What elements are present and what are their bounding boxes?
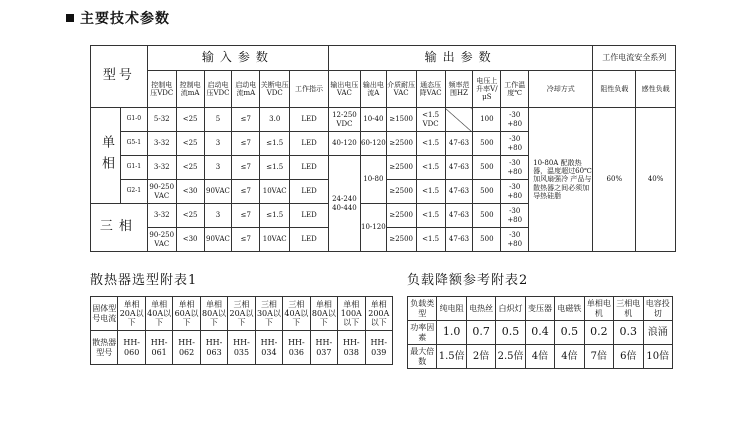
current-cell: 三相40A以下 (283, 297, 310, 331)
cell-off-v: ≤1.5 (260, 132, 290, 156)
cell-out-v: 12-250 VDC (328, 108, 360, 132)
factor-cell: 0.5 (555, 321, 584, 345)
cell-out-v: 40-120 (328, 132, 360, 156)
type-cell: 电容投切 (643, 297, 673, 321)
cell-off-v: ≤1.5 (260, 156, 290, 180)
current-cell: 单相80A以下 (310, 297, 337, 331)
safety-header: 工作电流安全系列 (593, 46, 676, 71)
safety-subheader: 阻性负载 (593, 71, 636, 108)
cell-start-i: ≤7 (232, 204, 260, 228)
model-code: G1-1 (120, 156, 147, 180)
row-label: 负载类型 (408, 297, 437, 321)
model-cell: HH-038 (338, 331, 365, 365)
cell-rise: 500 (473, 132, 501, 156)
cell-start-i: ≤7 (232, 132, 260, 156)
output-header: 频率范围HZ (445, 71, 473, 108)
input-header: 控制电流mA (176, 71, 204, 108)
model-header: 型号 (91, 46, 148, 108)
cell-dielectric: ≥1500 (386, 108, 416, 132)
factor-cell: 浪涌 (643, 321, 673, 345)
current-cell: 三相20A以下 (228, 297, 255, 331)
shared-out-v: 24-240 40-440 (328, 156, 360, 252)
section-heading (66, 8, 170, 28)
row-label: 散热器型号 (91, 331, 118, 365)
cell-ctrl-i: <25 (176, 132, 204, 156)
cell-rise: 500 (473, 228, 501, 252)
cell-start-v: 3 (204, 204, 232, 228)
output-header: 冷却方式 (529, 71, 593, 108)
output-header: 电压上升率V/μS (473, 71, 501, 108)
row-label: 固体型号电流 (91, 297, 118, 331)
resistive-load-value: 60% (593, 108, 636, 252)
multiple-cell: 2.5倍 (496, 345, 525, 369)
cell-ctrl-v: 90-250 VAC (147, 180, 176, 204)
cell-ctrl-v: 90-250 VAC (147, 228, 176, 252)
current-cell: 单相40A以下 (145, 297, 172, 331)
cell-rise: 100 (473, 108, 501, 132)
cell-drop: <1.5 (416, 132, 445, 156)
cell-dielectric: ≥2500 (386, 204, 416, 228)
model-cell: HH-063 (200, 331, 227, 365)
cell-start-v: 3 (204, 132, 232, 156)
cell-temp: -30 +80 (501, 180, 529, 204)
cooling-method: 10-80A 配散热器，温度超过60℃加风扇强冷 产品与散热器之间必须加导热硅脂 (529, 108, 593, 252)
model-cell: HH-037 (310, 331, 337, 365)
cell-ctrl-v: 5-32 (147, 108, 176, 132)
current-cell: 三相30A以下 (255, 297, 282, 331)
square-bullet-icon (66, 14, 74, 22)
model-cell: HH-062 (173, 331, 200, 365)
cell-off-v: 10VAC (260, 228, 290, 252)
load-table-title: 负载降额参考附表2 (407, 273, 529, 288)
heading-text: 主要技术参数 (80, 11, 170, 27)
row-label: 最大倍数 (408, 345, 437, 369)
cell-freq: 47-63 (445, 132, 473, 156)
model-cell: HH-036 (283, 331, 310, 365)
factor-cell: 1.0 (437, 321, 466, 345)
cell-indicator: LED (290, 132, 329, 156)
output-header: 输出电流A (360, 71, 386, 108)
input-header: 关断电压VDC (260, 71, 290, 108)
heatsink-table-title: 散热器选型附表1 (90, 273, 198, 288)
multiple-cell: 10倍 (643, 345, 673, 369)
model-cell: HH-060 (118, 331, 145, 365)
cell-dielectric: ≥2500 (386, 156, 416, 180)
type-cell: 纯电阻 (437, 297, 466, 321)
cell-out-i: 10-40 (360, 108, 386, 132)
shared-out-i-2: 10-120 (360, 204, 386, 252)
cell-dielectric: ≥2500 (386, 132, 416, 156)
input-params-header: 输入参数 (147, 46, 328, 71)
cell-drop: <1.5 (416, 180, 445, 204)
input-header: 工作指示 (290, 71, 329, 108)
single-phase-label: 单相 (91, 108, 121, 204)
type-cell: 三相电机 (614, 297, 643, 321)
type-cell: 电热丝 (466, 297, 495, 321)
cell-start-v: 90VAC (204, 228, 232, 252)
model-cell: HH-039 (365, 331, 392, 365)
type-cell: 单相电机 (584, 297, 613, 321)
cell-temp: -30 +80 (501, 108, 529, 132)
factor-cell: 0.7 (466, 321, 495, 345)
cell-indicator: LED (290, 204, 329, 228)
model-code: G2-1 (120, 180, 147, 204)
factor-cell: 0.3 (614, 321, 643, 345)
output-header: 工作温度℃ (501, 71, 529, 108)
cell-indicator: LED (290, 180, 329, 204)
cell-temp: -30 +80 (501, 228, 529, 252)
cell-ctrl-i: <25 (176, 156, 204, 180)
factor-cell: 0.2 (584, 321, 613, 345)
cell-start-v: 5 (204, 108, 232, 132)
cell-temp: -30 +80 (501, 204, 529, 228)
row-label: 功率因素 (408, 321, 437, 345)
cell-freq: 47-63 (445, 180, 473, 204)
model-cell: HH-061 (145, 331, 172, 365)
safety-subheader: 感性负载 (636, 71, 676, 108)
multiple-cell: 1.5倍 (437, 345, 466, 369)
multiple-cell: 2倍 (466, 345, 495, 369)
model-cell: HH-035 (228, 331, 255, 365)
main-spec-table (90, 45, 676, 252)
output-header: 通态压降VAC (416, 71, 445, 108)
cell-start-v: 3 (204, 156, 232, 180)
output-header: 介质耐压VAC (386, 71, 416, 108)
model-code: G5-1 (120, 132, 147, 156)
current-cell: 单相200A以下 (365, 297, 392, 331)
cell-ctrl-v: 3-32 (147, 132, 176, 156)
multiple-cell: 4倍 (555, 345, 584, 369)
input-header: 启动电压VDC (204, 71, 232, 108)
cell-drop: <1.5 VDC (416, 108, 445, 132)
cell-start-v: 90VAC (204, 180, 232, 204)
cell-dielectric: ≥2500 (386, 180, 416, 204)
multiple-cell: 6倍 (614, 345, 643, 369)
type-cell: 变压器 (525, 297, 554, 321)
current-cell: 单相80A以下 (200, 297, 227, 331)
heatsink-table (90, 296, 393, 365)
cell-ctrl-i: <30 (176, 180, 204, 204)
factor-cell: 0.4 (525, 321, 554, 345)
cell-indicator: LED (290, 156, 329, 180)
three-phase-label: 三相 (91, 204, 148, 252)
cell-drop: <1.5 (416, 156, 445, 180)
cell-start-i: ≤7 (232, 228, 260, 252)
current-cell: 单相20A以下 (118, 297, 145, 331)
type-cell: 电磁铁 (555, 297, 584, 321)
cell-off-v: ≤1.5 (260, 204, 290, 228)
cell-start-i: ≤7 (232, 108, 260, 132)
cell-ctrl-i: <25 (176, 204, 204, 228)
load-derating-table (407, 296, 673, 369)
cell-dielectric: ≥2500 (386, 228, 416, 252)
shared-out-i-1: 10-80 (360, 156, 386, 204)
cell-indicator: LED (290, 108, 329, 132)
cell-rise: 500 (473, 204, 501, 228)
multiple-cell: 4倍 (525, 345, 554, 369)
cell-ctrl-i: <25 (176, 108, 204, 132)
cell-out-i: 60-120 (360, 132, 386, 156)
factor-cell: 0.5 (496, 321, 525, 345)
current-cell: 单相100A以下 (338, 297, 365, 331)
cell-freq: 47-63 (445, 228, 473, 252)
model-cell: HH-034 (255, 331, 282, 365)
cell-start-i: ≤7 (232, 156, 260, 180)
cell-indicator: LED (290, 228, 329, 252)
cell-ctrl-i: <30 (176, 228, 204, 252)
cell-freq: 47-63 (445, 156, 473, 180)
current-cell: 单相60A以下 (173, 297, 200, 331)
input-header: 控制电压VDC (147, 71, 176, 108)
cell-ctrl-v: 3-32 (147, 204, 176, 228)
input-header: 启动电流mA (232, 71, 260, 108)
multiple-cell: 7倍 (584, 345, 613, 369)
output-params-header: 输出参数 (328, 46, 593, 71)
cell-ctrl-v: 3-32 (147, 156, 176, 180)
cell-start-i: ≤7 (232, 180, 260, 204)
cell-off-v: 10VAC (260, 180, 290, 204)
cell-temp: -30 +80 (501, 156, 529, 180)
inductive-load-value: 40% (636, 108, 676, 252)
cell-off-v: 3.0 (260, 108, 290, 132)
cell-drop: <1.5 (416, 228, 445, 252)
cell-temp: -30 +80 (501, 132, 529, 156)
cell-freq: 47-63 (445, 204, 473, 228)
model-code: G1-0 (120, 108, 147, 132)
output-header: 输出电压VAC (328, 71, 360, 108)
cell-drop: <1.5 (416, 204, 445, 228)
type-cell: 白炽灯 (496, 297, 525, 321)
cell-rise: 500 (473, 180, 501, 204)
cell-rise: 500 (473, 156, 501, 180)
cell-freq-empty (445, 108, 473, 132)
